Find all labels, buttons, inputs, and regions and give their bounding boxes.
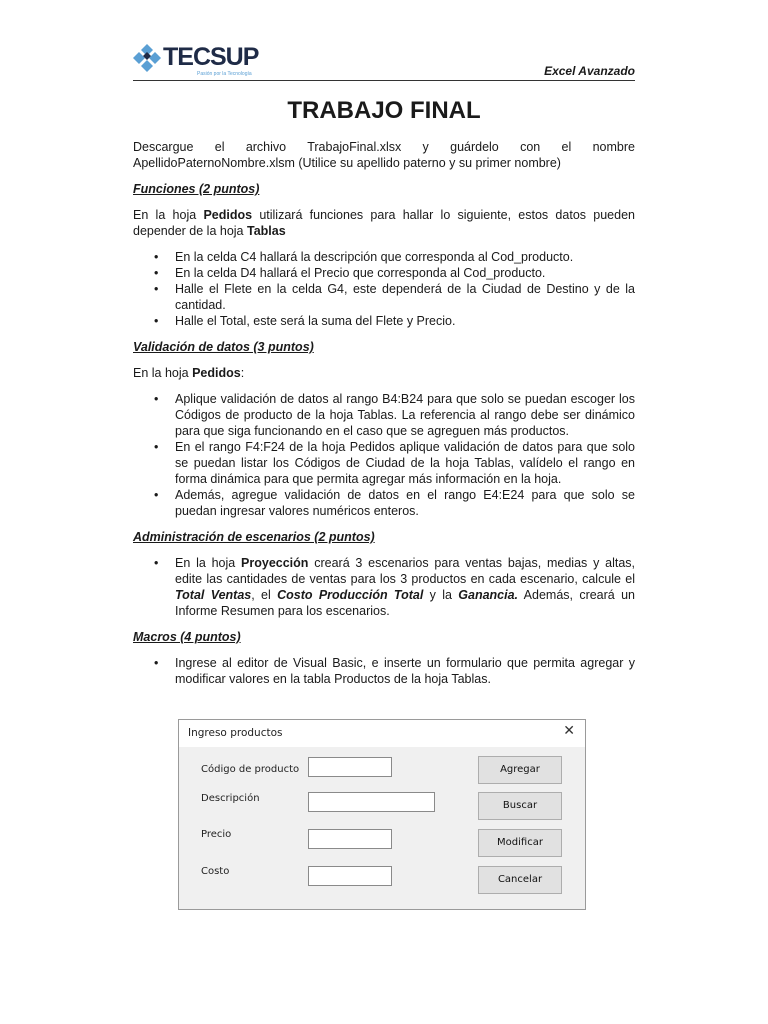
page-title: TRABAJO FINAL [287,97,481,124]
dialog-title: Ingreso productos [188,727,283,739]
list-item: • En la celda C4 hallará la descripción que corresponda al Cod_producto. [175,249,635,265]
funciones-list [133,249,635,329]
course-name: Excel Avanzado [544,64,635,78]
logo-text: TECSUP [163,43,259,71]
modificar-button[interactable]: Modificar [478,829,562,857]
label-costo: Costo [201,866,230,877]
dialog-title-bar [179,720,585,747]
funciones-intro: En la hoja Pedidos utilizará funciones para hallar lo siguiente, estos datos pueden depender de la hoja Tablas [133,208,635,238]
userform-dialog [178,719,586,910]
document-body [133,139,635,691]
list-item: • En el rango F4:F24 de la hoja Pedidos aplique validación de datos para que solo se puedan listar los Códigos de Ciudad de la hoja Tablas, valídelo el rango en forma dinámica para que permita agregar más información en la hoja. [175,439,635,487]
logo-tagline: Pasión por la Tecnología [197,71,252,77]
page-header [133,40,635,81]
cancelar-button[interactable]: Cancelar [478,866,562,894]
intro-paragraph: Descargue el archivo TrabajoFinal.xlsx y guárdelo con el nombre ApellidoPaternoNombre.xlsm (Utilice su apellido paterno y su primer nombre) [133,140,635,170]
list-item: • Halle el Total, este será la suma del Flete y Precio. [175,313,635,329]
list-item: • En la celda D4 hallará el Precio que corresponda al Cod_producto. [175,265,635,281]
list-item: • Aplique validación de datos al rango B4:B24 para que solo se puedan escoger los Códigos de producto de la hoja Tablas. La referencia al rango debe ser dinámico para que siga funcionando en el caso que se agreguen más productos. [175,391,635,439]
list-item: • Además, agregue validación de datos en el rango E4:E24 para que solo se puedan ingresar valores numéricos enteros. [175,487,635,519]
macros-list [133,655,635,687]
list-item: • En la hoja Proyección creará 3 escenarios para ventas bajas, medias y altas, edite las cantidades de ventas para los 3 productos en cada escenario, calcule el Total Ventas, el Costo Producción Total y la Ganancia. Además, creará un Informe Resumen para los escenarios. [175,555,635,619]
agregar-button[interactable]: Agregar [478,756,562,784]
section-heading-funciones: Funciones (2 puntos) [133,182,260,196]
buscar-button[interactable]: Buscar [478,792,562,820]
list-item: • Ingrese al editor de Visual Basic, e inserte un formulario que permita agregar y modificar valores en la tabla Productos de la hoja Tablas. [175,655,635,687]
codigo-producto-input[interactable] [308,757,392,777]
validacion-list [133,391,635,519]
label-descripcion: Descripción [201,793,260,804]
section-heading-escenarios: Administración de escenarios (2 puntos) [133,530,375,544]
escenarios-list [133,555,635,619]
descripcion-input[interactable] [308,792,435,812]
label-precio: Precio [201,829,232,840]
section-heading-validacion: Validación de datos (3 puntos) [133,340,314,354]
validacion-intro: En la hoja Pedidos: [133,366,245,380]
tecsup-logo [133,40,273,78]
costo-input[interactable] [308,866,392,886]
close-icon[interactable]: ✕ [563,723,575,739]
logo-mark-icon [133,42,161,74]
section-heading-macros: Macros (4 puntos) [133,630,241,644]
label-codigo-producto: Código de producto [201,764,300,775]
precio-input[interactable] [308,829,392,849]
list-item: • Halle el Flete en la celda G4, este dependerá de la Ciudad de Destino y de la cantidad. [175,281,635,313]
